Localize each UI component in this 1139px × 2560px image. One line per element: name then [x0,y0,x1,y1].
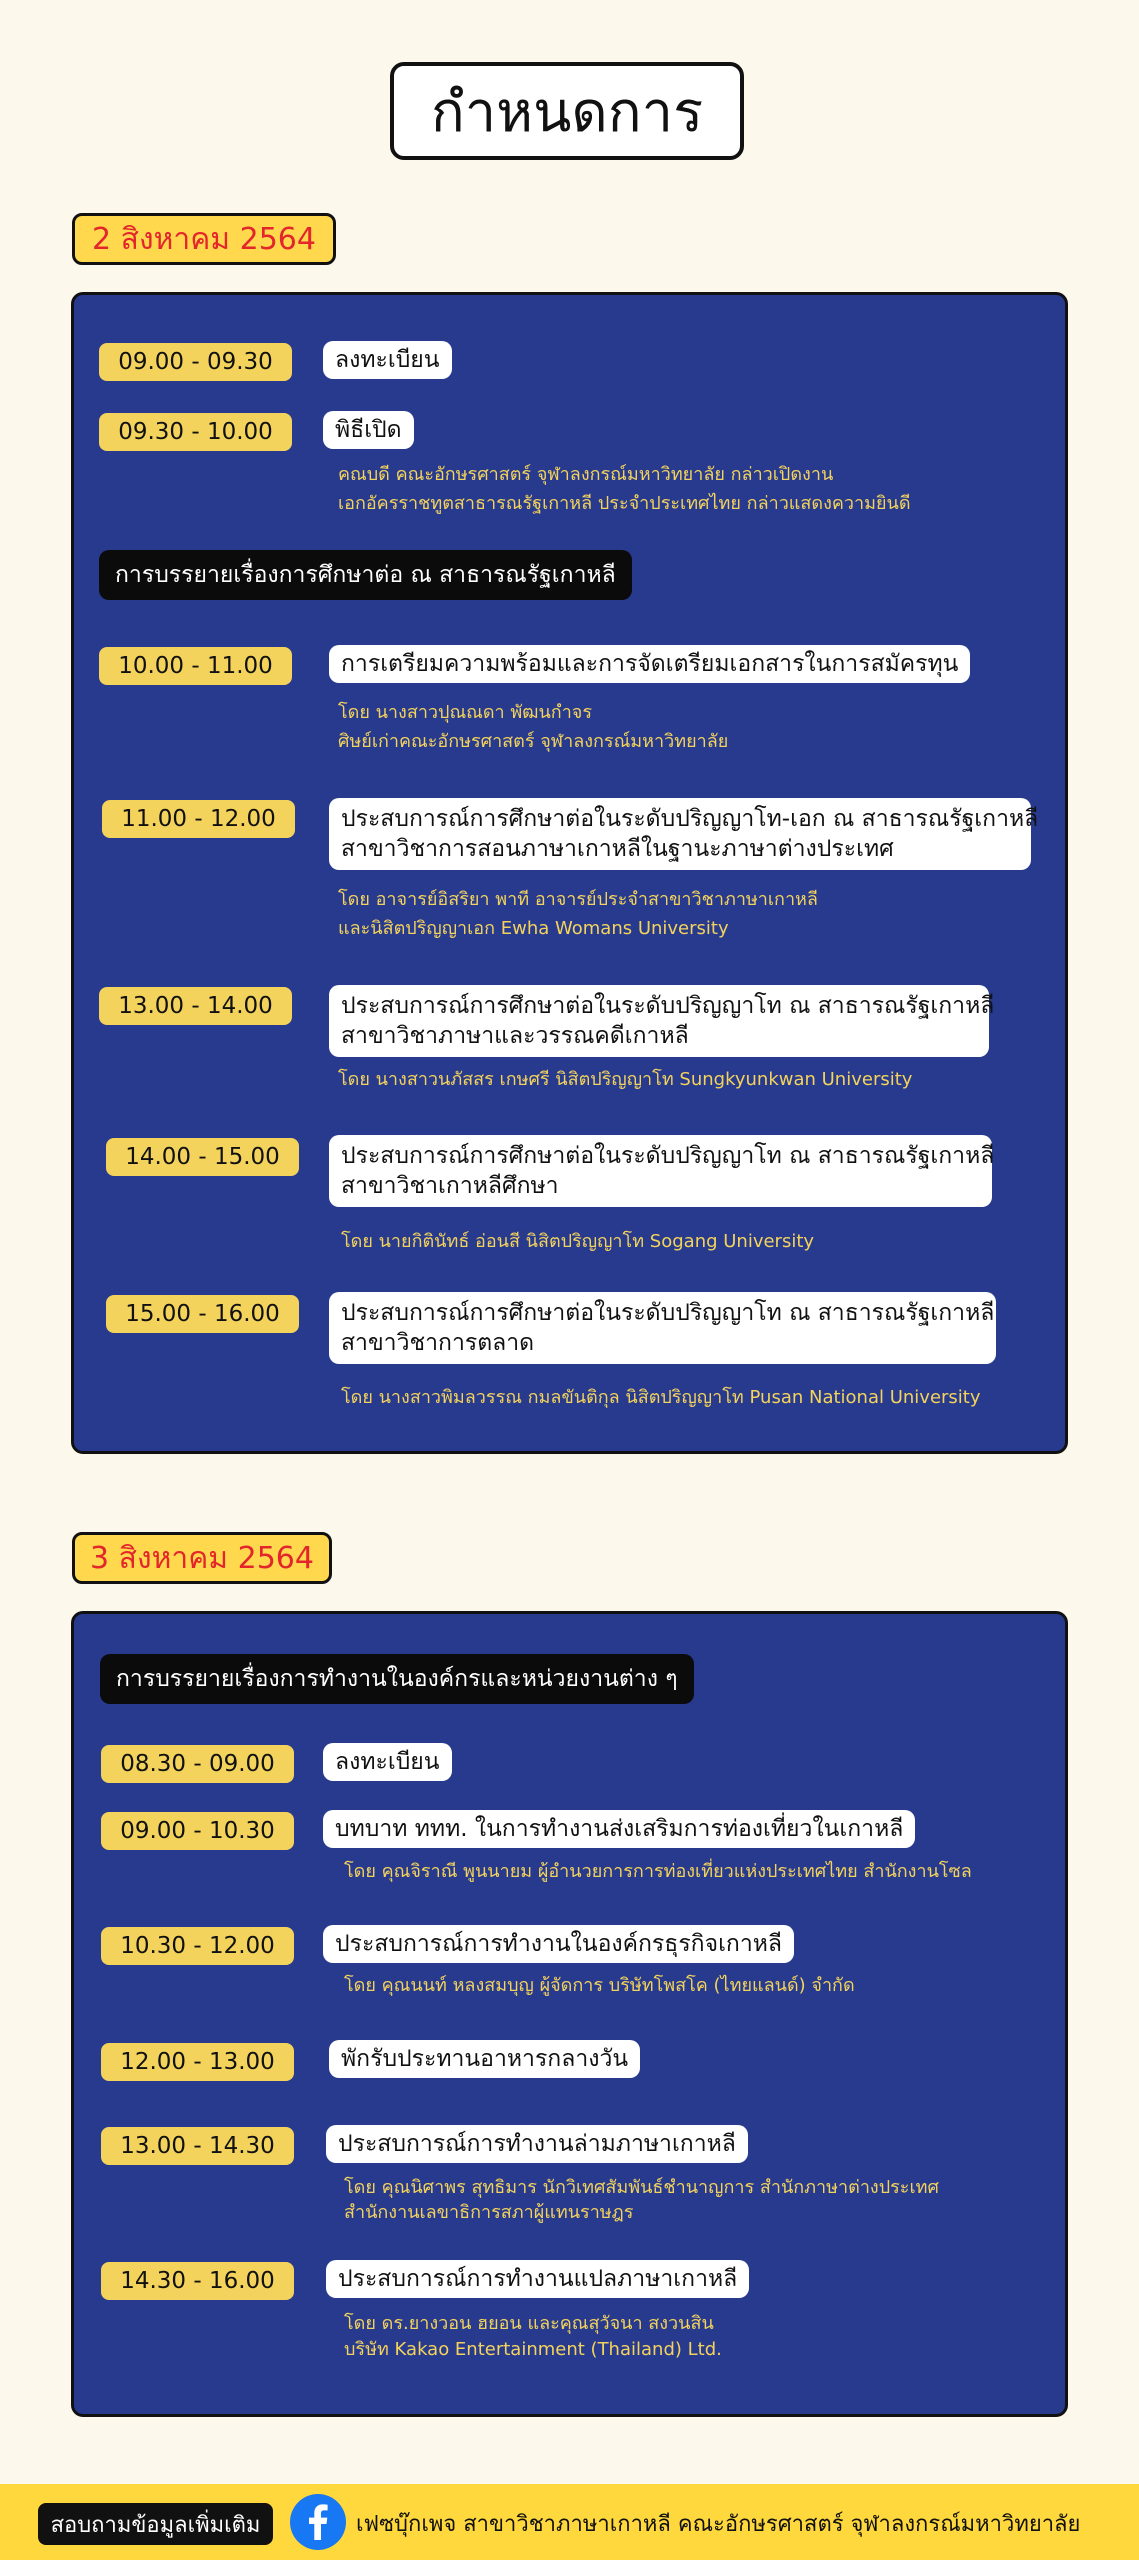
time-pill: 10.00 - 11.00 [99,647,292,685]
time-pill: 09.30 - 10.00 [99,413,292,451]
session-title-line: ประสบการณ์การศึกษาต่อในระดับปริญญาโท ณ สาธารณรัฐเกาหลี [341,1300,995,1326]
time-pill: 08.30 - 09.00 [101,1745,294,1783]
session-title-line: ประสบการณ์การศึกษาต่อในระดับปริญญาโท ณ สาธารณรัฐเกาหลี [341,993,995,1019]
time-pill: 13.00 - 14.30 [101,2127,294,2165]
day1-date-label: 2 สิงหาคม 2564 [72,213,336,265]
section-header: การบรรยายเรื่องการศึกษาต่อ ณ สาธารณรัฐเกาหลี [99,550,632,600]
session-title [329,985,995,1057]
session-title: พักรับประทานอาหารกลางวัน [329,2040,640,2078]
time-pill: 11.00 - 12.00 [102,800,295,838]
time-pill: 10.30 - 12.00 [101,1927,294,1965]
session-title-line: สาขาวิชาการสอนภาษาเกาหลีในฐานะภาษาต่างประเทศ [341,836,894,862]
session-detail: ศิษย์เก่าคณะอักษรศาสตร์ จุฬาลงกรณ์มหาวิทยาลัย [338,731,729,752]
facebook-page-link[interactable]: เฟซบุ๊กเพจ สาขาวิชาภาษาเกาหลี คณะอักษรศาสตร์ จุฬาลงกรณ์มหาวิทยาลัย [356,2512,1081,2537]
session-detail: เอกอัครราชทูตสาธารณรัฐเกาหลี ประจำประเทศไทย กล่าวแสดงความยินดี [338,493,911,514]
session-title-line: สาขาวิชาเกาหลีศึกษา [341,1173,559,1199]
page-title: กำหนดการ [390,62,744,160]
session-detail: โดย นางสาวพิมลวรรณ กมลขันติกุล นิสิตปริญญาโท Pusan National University [341,1387,981,1408]
session-detail: โดย นางสาวปุณณดา พัฒนกำจร [338,702,593,723]
time-pill: 14.30 - 16.00 [101,2262,294,2300]
session-title: ประสบการณ์การทำงานแปลภาษาเกาหลี [326,2260,749,2298]
session-detail: โดย นางสาวนภัสสร เกษศรี นิสิตปริญญาโท Sungkyunkwan University [338,1069,913,1090]
session-title [329,798,1039,870]
day2-date-label: 3 สิงหาคม 2564 [72,1532,332,1584]
facebook-icon[interactable] [290,2494,346,2550]
contact-label: สอบถามข้อมูลเพิ่มเติม [38,2503,273,2545]
session-title: การเตรียมความพร้อมและการจัดเตรียมเอกสารในการสมัครทุน [329,645,970,683]
day2-schedule-panel [71,1611,1068,2417]
day1-schedule-panel [71,292,1068,1454]
session-detail: โดย นายกิตินัทธ์ อ่อนสี นิสิตปริญญาโท Sogang University [341,1231,815,1252]
session-title: ประสบการณ์การทำงานล่ามภาษาเกาหลี [326,2125,748,2163]
time-pill: 13.00 - 14.00 [99,987,292,1025]
session-title [329,1292,996,1364]
session-detail: โดย ดร.ยางวอน ฮยอน และคุณสุวัจนา สงวนสิน [344,2313,714,2334]
session-title-line: ประสบการณ์การศึกษาต่อในระดับปริญญาโท ณ สาธารณรัฐเกาหลี [341,1143,995,1169]
session-title-line: สาขาวิชาภาษาและวรรณคดีเกาหลี [341,1023,689,1049]
time-pill: 14.00 - 15.00 [106,1138,299,1176]
session-title: ประสบการณ์การทำงานในองค์กรธุรกิจเกาหลี [323,1925,794,1963]
session-detail: โดย คุณนิศาพร สุทธิมาร นักวิเทศสัมพันธ์ชำนาญการ สำนักภาษาต่างประเทศ [344,2177,939,2198]
session-detail: สำนักงานเลขาธิการสภาผู้แทนราษฎร [344,2202,634,2223]
session-detail: โดย คุณจิราณี พูนนายม ผู้อำนวยการการท่องเที่ยวแห่งประเทศไทย สำนักงานโซล [344,1861,972,1882]
session-title [329,1135,995,1207]
session-title-line: สาขาวิชาการตลาด [341,1330,535,1356]
section-header: การบรรยายเรื่องการทำงานในองค์กรและหน่วยงานต่าง ๆ [100,1654,694,1704]
session-title: ลงทะเบียน [323,1743,452,1781]
session-title: บทบาท ททท. ในการทำงานส่งเสริมการท่องเที่ยวในเกาหลี [323,1810,915,1848]
session-detail: บริษัท Kakao Entertainment (Thailand) Ltd. [344,2339,722,2360]
time-pill: 09.00 - 09.30 [99,343,292,381]
session-detail: โดย คุณนนท์ หลงสมบุญ ผู้จัดการ บริษัทโพสโค (ไทยแลนด์) จำกัด [344,1975,855,1996]
session-title: พิธีเปิด [323,411,414,449]
session-detail: คณบดี คณะอักษรศาสตร์ จุฬาลงกรณ์มหาวิทยาลัย กล่าวเปิดงาน [338,464,834,485]
time-pill: 09.00 - 10.30 [101,1812,294,1850]
footer-bar [0,2484,1139,2560]
time-pill: 12.00 - 13.00 [101,2043,294,2081]
session-title: ลงทะเบียน [323,341,452,379]
time-pill: 15.00 - 16.00 [106,1295,299,1333]
session-title-line: ประสบการณ์การศึกษาต่อในระดับปริญญาโท-เอก ณ สาธารณรัฐเกาหลี [341,806,1039,832]
session-detail: โดย อาจารย์อิสริยา พาที อาจารย์ประจำสาขาวิชาภาษาเกาหลี [338,889,818,910]
session-detail: และนิสิตปริญญาเอก Ewha Womans University [338,918,729,939]
